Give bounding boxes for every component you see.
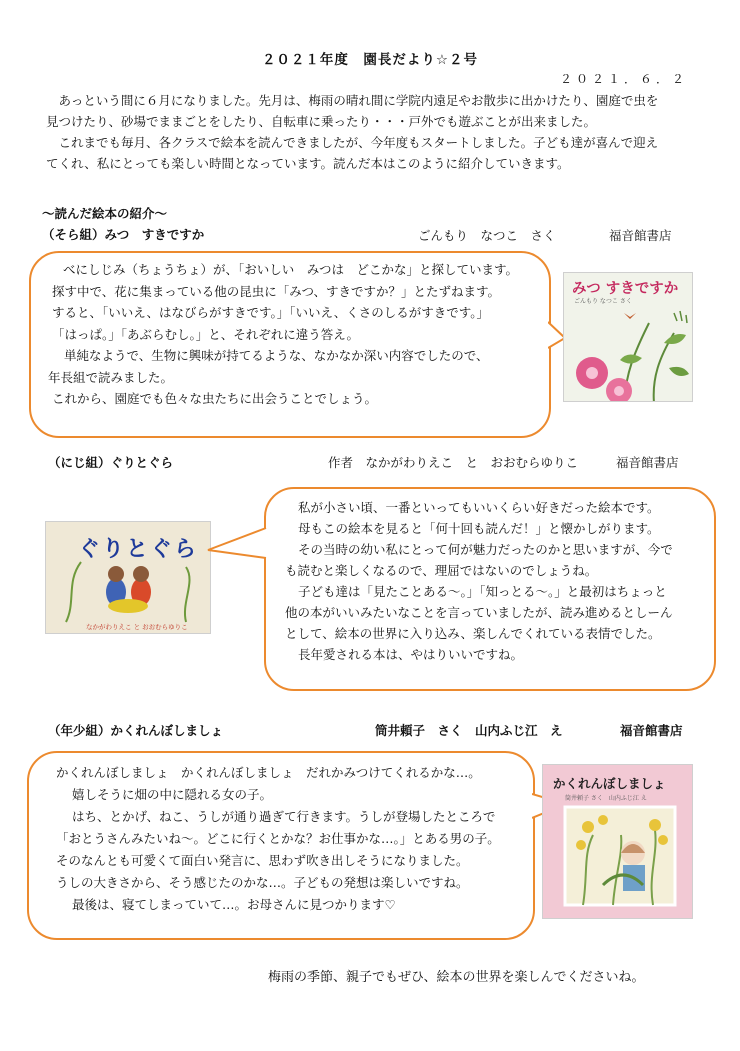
book-publisher: 福音館書店	[620, 723, 683, 738]
cover-subtitle: なかがわりえこ と おおむらゆりこ	[86, 623, 188, 631]
review-line: 長年愛される本は、やはりいいですね。	[298, 647, 524, 662]
book-cover-image	[542, 764, 693, 919]
review-line: はち、とかげ、ねこ、うしが通り過ぎて行きます。うしが登場したところで	[72, 809, 496, 824]
review-text	[283, 502, 673, 670]
review-line: そのなんとも可愛くて面白い発言に、思わず吹き出しそうになりました。	[56, 853, 469, 868]
book-class-title: （そら組）みつ すきですか	[42, 227, 205, 242]
review-line: 探す中で、花に集まっている他の昆虫に「みつ、すきですか？」とたずねます。	[52, 283, 501, 299]
book-class-title: （年少組）かくれんぼしましょ	[48, 723, 224, 738]
intro-line: 見つけたり、砂場でままごとをしたり、自転車に乗ったり・・・戸外でも遊ぶことが出来ました。	[46, 114, 597, 129]
review-line: 単純なようで、生物に興味が持てるような、なかなか深い内容でしたので、	[64, 348, 489, 363]
review-line: うしの大きさから、そう感じたのかな…。子どもの発想は楽しいですね。	[56, 875, 469, 890]
intro-line: あっという間に６月になりました。先月は、梅雨の晴れ間に学院内遠足やお散歩に出かけたり、園庭で虫を	[46, 93, 659, 108]
cover-subtitle: 筒井頼子 さく 山内ふじ江 え	[565, 795, 647, 802]
review-line: かくれんぼしましょ かくれんぼしましょ だれかみつけてくれるかな…。	[56, 765, 481, 780]
book-author: 筒井頼子 さく 山内ふじ江 え	[375, 723, 563, 738]
review-line: その当時の幼い私にとって何が魅力だったのかと思いますが、今で	[298, 542, 673, 557]
section-title: ～読んだ絵本の紹介～	[42, 206, 168, 221]
review-line: 「おとうさんみたいね～。どこに行くとかな？お仕事かな…。」とある男の子。	[56, 831, 500, 846]
book-cover-image	[563, 272, 693, 402]
review-line: 年長組で読みました。	[48, 369, 174, 385]
bubble-tail	[206, 524, 268, 564]
cover-title: みつ すきですか	[572, 281, 679, 297]
review-line: すると、「いいえ、はなびらがすきです。」「いいえ、くさのしるがすきです。」	[52, 305, 490, 320]
newsletter-date: ２０２１．６．２	[559, 72, 688, 86]
review-line: 「はっぱ。」「あぶらむし。」と、それぞれに違う答え。	[52, 326, 360, 342]
review-text	[56, 767, 500, 921]
review-line: 他の本がいいみたいなことを言っていましたが、読み進めるとしーん	[285, 605, 673, 620]
closing-text: 梅雨の季節、親子でもぜひ、絵本の世界を楽しんでくださいね。	[268, 970, 645, 985]
review-line: として、絵本の世界に入り込み、楽しんでくれている表情でした。	[285, 626, 661, 641]
book-class-title: （にじ組）ぐりとぐら	[48, 455, 174, 470]
book-cover-image	[45, 521, 211, 634]
review-text	[48, 264, 518, 415]
book-author: ごんもり なつこ さく	[418, 228, 556, 243]
review-line: 母もこの絵本を見ると「何十回も読んだ！」と懐かしがります。	[298, 521, 660, 536]
review-line: 嬉しそうに畑の中に隠れる女の子。	[72, 787, 273, 802]
review-line: 子ども達は「見たことある～。」「知っとる～。」と最初はちょっと	[298, 584, 667, 599]
cover-title: かくれんぼしましょ	[553, 776, 666, 791]
intro-line: これまでも毎月、各クラスで絵本を読んできましたが、今年度もスタートしました。子ども達が喜んで迎え	[46, 135, 659, 150]
book-publisher: 福音館書店	[616, 455, 679, 470]
review-line: べにしじみ（ちょうちょ）が、「おいしい みつは どこかな」と探しています。	[63, 262, 519, 277]
intro-text	[46, 95, 706, 179]
intro-line: てくれ、私にとっても楽しい時間となっています。読んだ本はこのように紹介していきます。	[46, 156, 570, 171]
review-line: これから、園庭でも色々な虫たちに出会うことでしょう。	[52, 391, 378, 406]
review-line: も読むと楽しくなるので、理屈ではないのでしょうね。	[285, 563, 598, 578]
newsletter-title: ２０２１年度 園長だより☆２号	[261, 52, 479, 68]
book-author: 作者 なかがわりえこ と おおむらゆりこ	[328, 455, 579, 470]
book-publisher: 福音館書店	[609, 228, 672, 243]
review-line: 私が小さい頃、一番といってもいいくらい好きだった絵本です。	[298, 500, 660, 515]
cover-title: ぐりとぐら	[78, 537, 199, 562]
cover-subtitle: ごんもり なつこ さく	[574, 298, 632, 305]
review-line: 最後は、寝てしまっていて…。お母さんに見つかります♡	[72, 897, 396, 912]
